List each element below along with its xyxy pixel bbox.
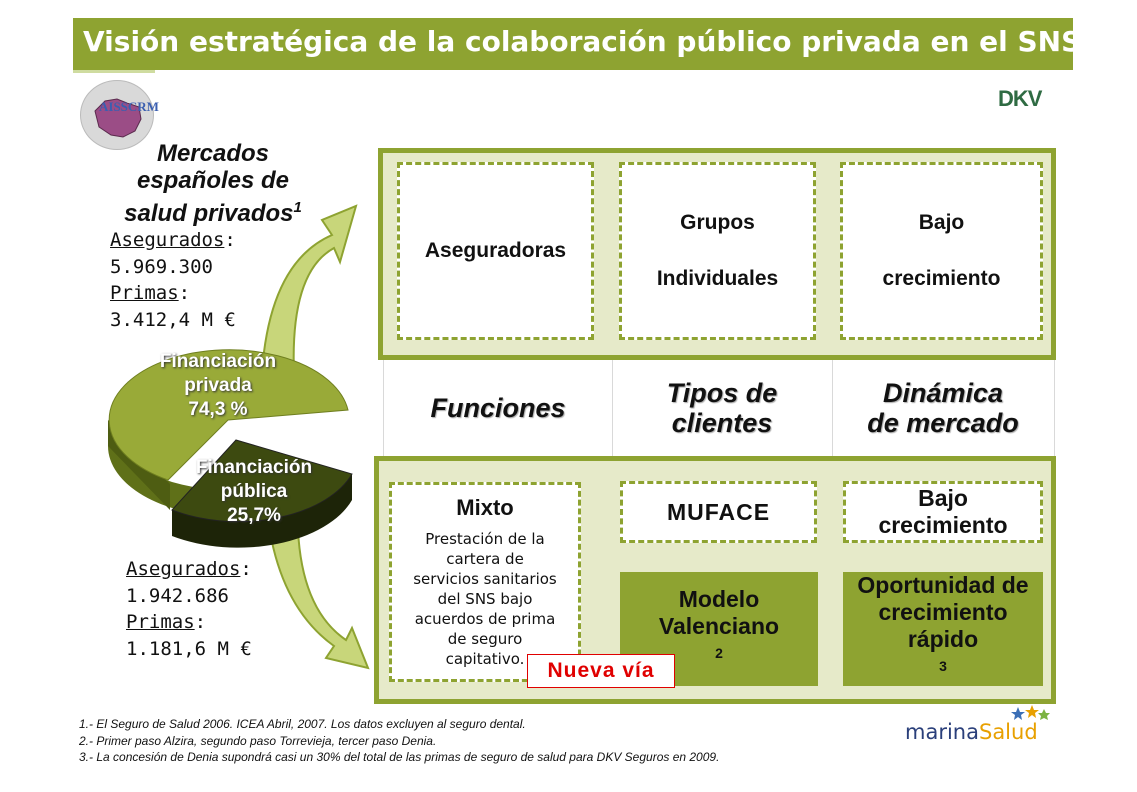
- oport-line2: crecimiento: [878, 599, 1008, 626]
- footnote-ref-2: 2: [715, 644, 723, 661]
- box-bajo-crecimiento-bottom: [843, 481, 1043, 543]
- crecimiento-text: crecimiento: [878, 512, 1008, 538]
- tipos-label-2: clientes: [671, 408, 773, 438]
- public-insured-value: 1.942.686: [126, 584, 229, 607]
- footnote-2: 2.- Primer paso Alzira, segundo paso Torrevieja, tercer paso Denia.: [79, 733, 437, 748]
- mixto-desc-line: Prestación de la: [425, 530, 545, 548]
- mixto-desc-line: acuerdos de prima: [414, 610, 556, 628]
- individuales-text: Individuales: [656, 267, 779, 290]
- curved-arrow-up-icon: [262, 206, 356, 374]
- private-insured-value: 5.969.300: [110, 255, 213, 278]
- pie-public-label: [180, 456, 328, 528]
- grupos-text: Grupos: [680, 211, 755, 234]
- pie-public-value: 25,7%: [227, 505, 281, 526]
- footnote-ref-3: 3: [939, 658, 947, 675]
- pie-public-label-1: Financiación: [195, 457, 313, 478]
- footnote-3: 3.- La concesión de Denia supondrá casi un 30% del total de las primas de seguro de salud para DKV Seguros en 2009.: [79, 750, 720, 764]
- bajo-text: Bajo: [918, 485, 968, 511]
- pie-private-label-2: privada: [184, 375, 252, 396]
- muface-text: MUFACE: [666, 498, 771, 525]
- logo-text: AISSCRM: [99, 99, 159, 114]
- crecimiento-text: crecimiento: [882, 267, 1001, 290]
- mixto-desc-line: del SNS bajo: [437, 590, 533, 608]
- mixto-desc-line: servicios sanitarios: [413, 570, 557, 588]
- mixto-title: Mixto: [456, 495, 514, 520]
- header-dinamica-mercado: [832, 360, 1054, 456]
- pie-private-value: 74,3 %: [188, 399, 248, 420]
- box-bajo-crecimiento-top: [840, 162, 1043, 340]
- dinamica-label-1: Dinámica: [882, 378, 1004, 408]
- funciones-label: Funciones: [430, 393, 566, 423]
- modelo-line1: Modelo: [678, 585, 760, 612]
- public-insured-label: Asegurados: [126, 558, 241, 580]
- mixto-desc-line: cartera de: [446, 550, 524, 568]
- box-aseguradoras: [397, 162, 594, 340]
- marinasalud-logo: [905, 720, 1038, 744]
- markets-heading-line3: salud privados: [124, 200, 294, 227]
- private-insured-label: Asegurados: [110, 229, 225, 251]
- brand-part2: Salud: [978, 720, 1038, 744]
- modelo-line2: Valenciano: [658, 612, 780, 639]
- nueva-via-label: Nueva vía: [527, 654, 675, 688]
- private-premiums-label: Primas: [110, 282, 179, 304]
- brand-part1: marina: [905, 720, 979, 744]
- markets-heading-line2: españoles de: [136, 167, 290, 194]
- box-mixto: [389, 482, 581, 682]
- private-premiums-value: 3.412,4 M €: [110, 308, 236, 331]
- bajo-text: Bajo: [918, 211, 965, 234]
- header-tipos-clientes: [612, 360, 833, 456]
- public-premiums-value: 1.181,6 M €: [126, 637, 252, 660]
- row-headers: [383, 360, 1055, 456]
- box-oportunidad: [843, 572, 1043, 686]
- dkv-logo: DKV: [998, 86, 1042, 111]
- pie-public-label-2: pública: [220, 481, 288, 502]
- public-stats: Asegurados: 1.942.686 Primas: 1.181,6 M €: [126, 558, 252, 660]
- markets-heading-line1: Mercados: [156, 140, 270, 167]
- box-grupos-individuales: [619, 162, 816, 340]
- tipos-label-1: Tipos de: [666, 378, 778, 408]
- page-title: Visión estratégica de la colaboración público privada en el SNS: [83, 25, 1082, 58]
- box-muface: [620, 481, 817, 543]
- pie-private-label: [148, 350, 288, 422]
- footnotes: [79, 716, 719, 766]
- pie-private-label-1: Financiación: [159, 351, 277, 372]
- mixto-desc-line: capitativo.: [445, 650, 525, 668]
- mixto-desc-line: de seguro: [447, 630, 523, 648]
- oport-line1: Oportunidad de: [857, 572, 1029, 599]
- oport-line3: rápido: [907, 626, 979, 653]
- private-stats: Asegurados: 5.969.300 Primas: 3.412,4 M €: [110, 229, 236, 331]
- curved-arrow-down-icon: [270, 530, 368, 668]
- public-premiums-label: Primas: [126, 611, 195, 633]
- dinamica-label-2: de mercado: [867, 408, 1019, 438]
- footnote-1: 1.- El Seguro de Salud 2006. ICEA Abril, 2007. Los datos excluyen al seguro dental.: [79, 717, 526, 731]
- mixto-description: [392, 529, 578, 669]
- header-funciones: [384, 360, 613, 456]
- aseguradoras-text: Aseguradoras: [424, 239, 567, 262]
- footnote-ref-1: 1: [293, 199, 302, 216]
